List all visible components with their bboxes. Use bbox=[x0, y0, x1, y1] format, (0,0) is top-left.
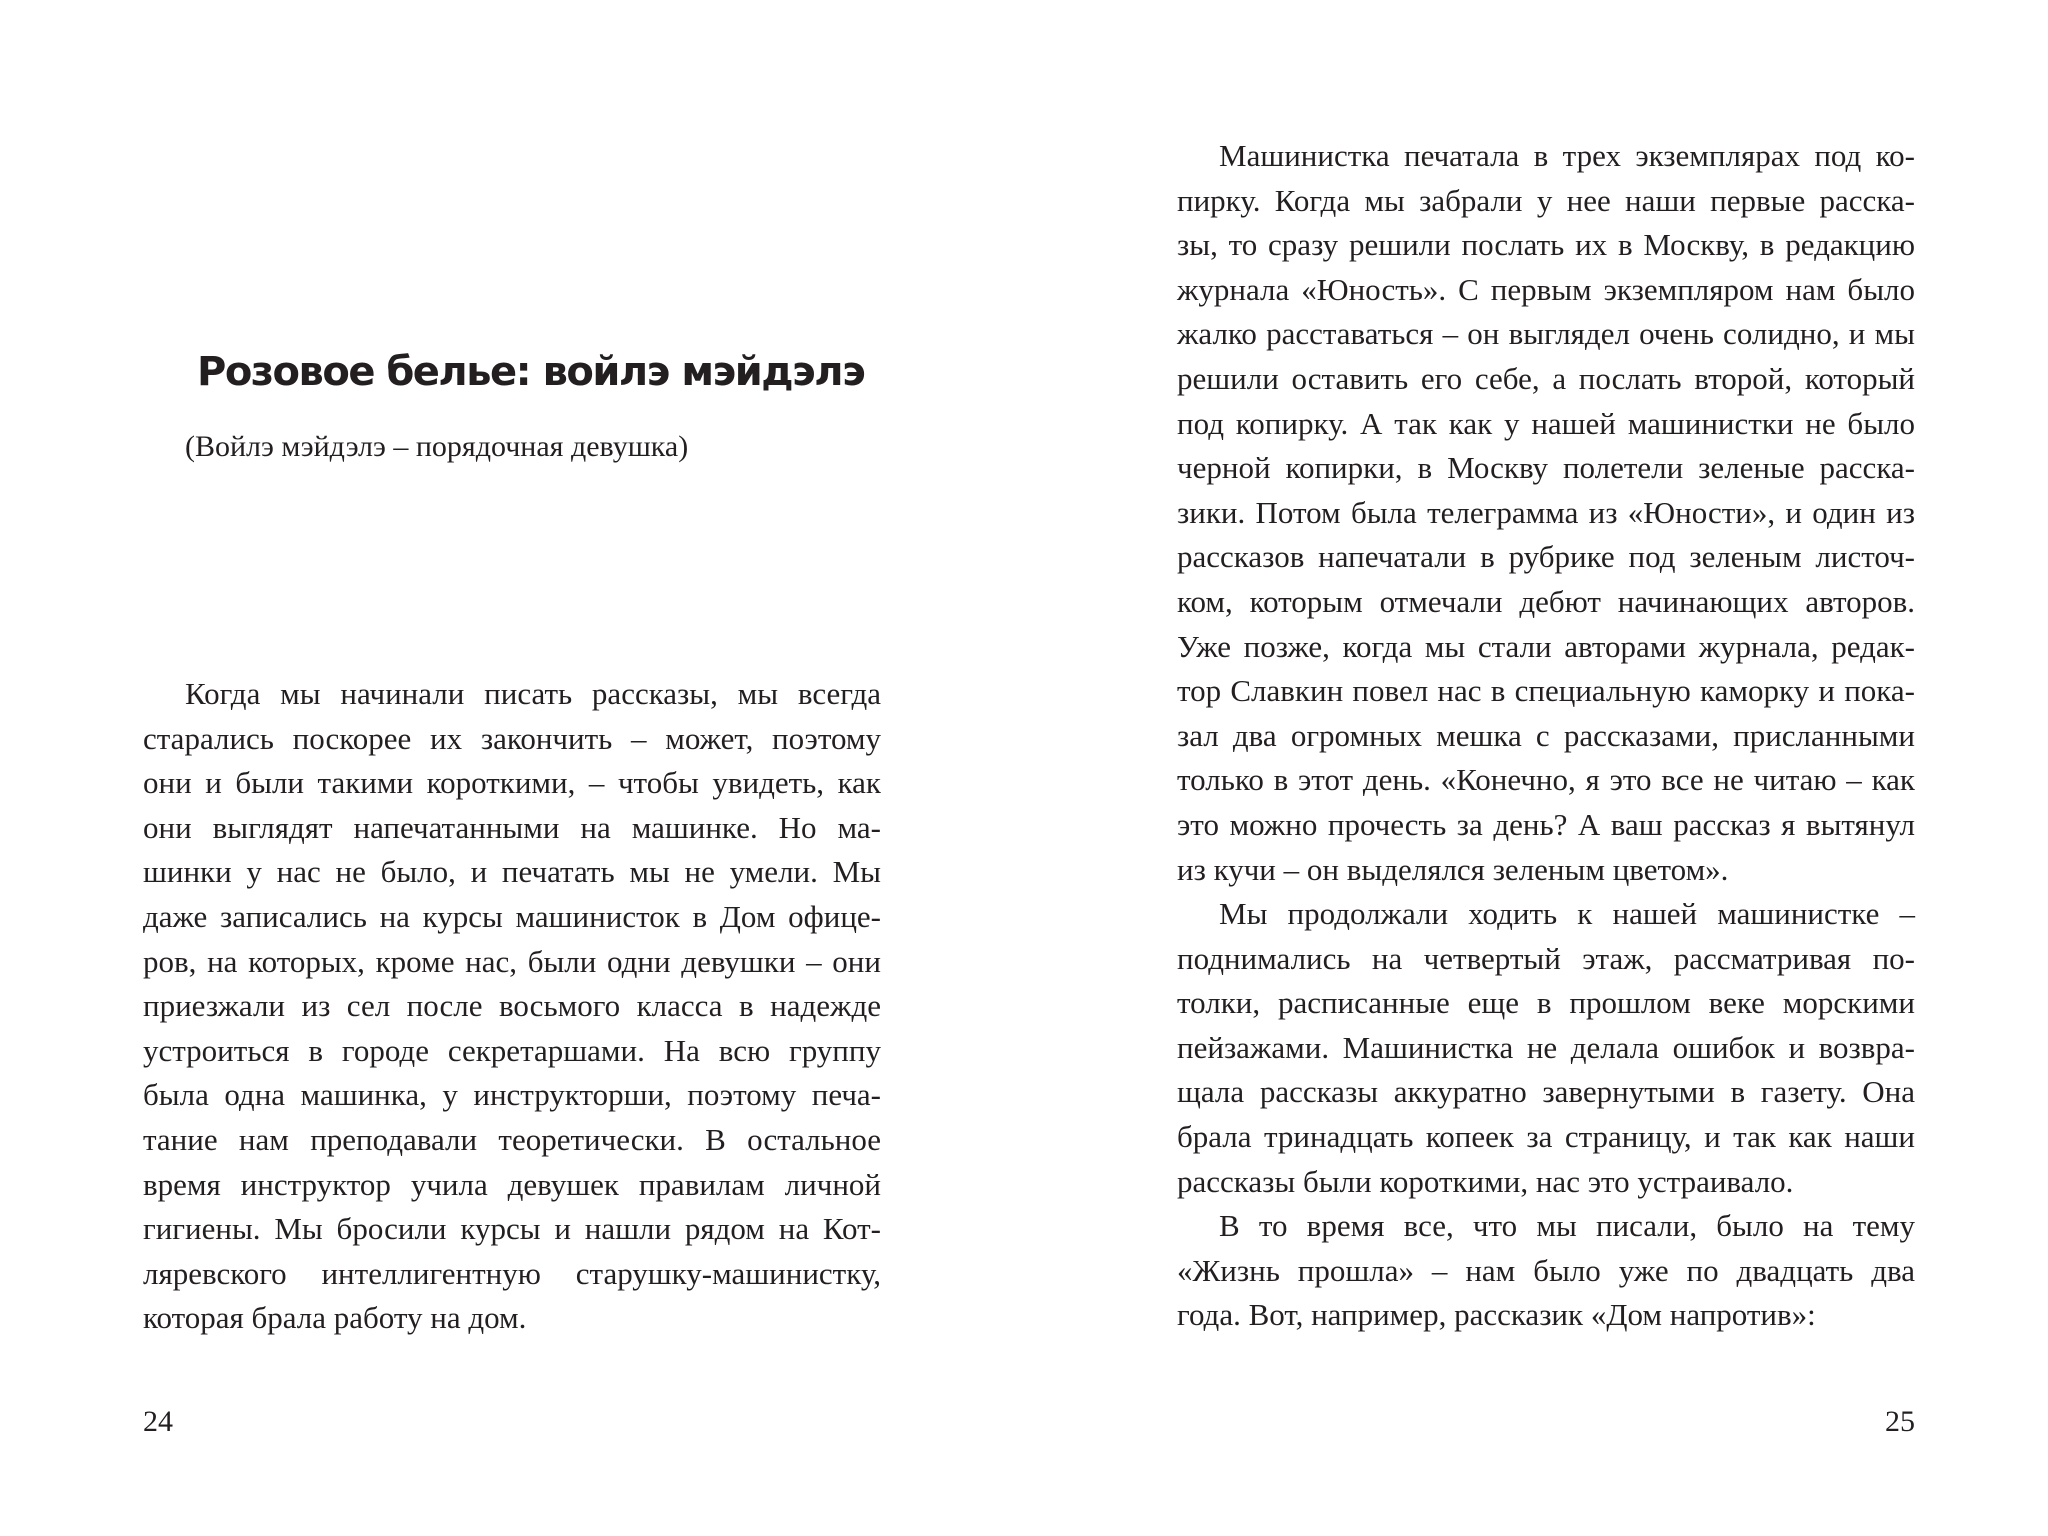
text-line: приезжали из сел после восьмого класса в надежде bbox=[143, 988, 881, 1024]
chapter-title: Розовое белье: войлэ мэйдэлэ bbox=[197, 349, 865, 395]
text-line: ляревского интеллигентную старушку-машинистку, bbox=[143, 1255, 881, 1291]
text-line: тание нам преподавали теоретически. В остальное bbox=[143, 1121, 881, 1157]
text-line: зал два огромных мешка с рассказами, присланными bbox=[1177, 717, 1915, 753]
text-line: устроиться в городе секретаршами. На всю группу bbox=[143, 1032, 881, 1068]
left-page-body bbox=[143, 672, 881, 1341]
text-line: которая брала работу на дом. bbox=[143, 1300, 527, 1336]
chapter-subtitle: (Войлэ мэйдэлэ – порядочная девушка) bbox=[185, 430, 689, 463]
text-line: ров, на которых, кроме нас, были одни девушки – они bbox=[143, 943, 881, 979]
text-line: журнала «Юность». С первым экземпляром нам было bbox=[1177, 271, 1915, 307]
text-line: Уже позже, когда мы стали авторами журнала, редак- bbox=[1177, 628, 1915, 664]
text-line: под копирку. А так как у нашей машинистки не было bbox=[1177, 405, 1915, 441]
text-line: время инструктор учила девушек правилам личной bbox=[143, 1166, 881, 1202]
text-line: «Жизнь прошла» – нам было уже по двадцать два bbox=[1177, 1252, 1915, 1288]
text-line: даже записались на курсы машинисток в Дом офице- bbox=[143, 898, 881, 934]
text-line: черной копирки, в Москву полетели зеленые расска- bbox=[1177, 450, 1915, 486]
text-line: Когда мы начинали писать рассказы, мы всегда bbox=[185, 676, 881, 711]
text-line: толки, расписанные еще в прошлом веке морскими bbox=[1177, 985, 1915, 1021]
text-line: пейзажами. Машинистка не делала ошибок и возвра- bbox=[1177, 1029, 1915, 1065]
right-page bbox=[1024, 0, 2048, 1536]
text-line: жалко расставаться – он выглядел очень солидно, и мы bbox=[1177, 316, 1915, 352]
text-line: решили оставить его себе, а послать второй, который bbox=[1177, 360, 1915, 396]
text-line: рассказов напечатали в рубрике под зеленым листоч- bbox=[1177, 539, 1915, 575]
text-line: Машинистка печатала в трех экземплярах под ко- bbox=[1219, 138, 1915, 173]
text-line: гигиены. Мы бросили курсы и нашли рядом на Кот- bbox=[143, 1211, 881, 1247]
text-line: это можно прочесть за день? А ваш рассказ я вытянул bbox=[1177, 806, 1915, 842]
text-line: шинки у нас не было, и печатать мы не умели. Мы bbox=[143, 854, 881, 890]
text-line: Мы продолжали ходить к нашей машинистке – bbox=[1219, 896, 1915, 932]
text-line: щала рассказы аккуратно завернутыми в газету. Она bbox=[1177, 1074, 1915, 1110]
text-line: года. Вот, например, рассказик «Дом напротив»: bbox=[1177, 1297, 1816, 1333]
page-number-right: 25 bbox=[1885, 1405, 1915, 1438]
right-page-body bbox=[1177, 134, 1915, 1338]
page-number-left: 24 bbox=[143, 1405, 173, 1438]
text-line: В то время все, что мы писали, было на тему bbox=[1219, 1208, 1915, 1244]
text-line: старались поскорее их закончить – может, поэтому bbox=[143, 720, 881, 756]
text-line: тор Славкин повел нас в специальную каморку и пока- bbox=[1177, 673, 1915, 709]
text-line: они и были такими короткими, – чтобы увидеть, как bbox=[143, 765, 881, 801]
text-line: зики. Потом была телеграмма из «Юности», и один из bbox=[1177, 494, 1915, 530]
text-line: брала тринадцать копеек за страницу, и так как наши bbox=[1177, 1119, 1915, 1155]
text-line: только в этот день. «Конечно, я это все не читаю – как bbox=[1177, 762, 1915, 798]
text-line: рассказы были короткими, нас это устраивало. bbox=[1177, 1163, 1794, 1199]
text-line: они выглядят напечатанными на машинке. Но ма- bbox=[143, 809, 881, 845]
text-line: зы, то сразу решили послать их в Москву, в редакцию bbox=[1177, 227, 1915, 263]
text-line: была одна машинка, у инструкторши, поэтому печа- bbox=[143, 1077, 881, 1113]
text-line: из кучи – он выделялся зеленым цветом». bbox=[1177, 851, 1729, 887]
text-line: ком, которым отмечали дебют начинающих авторов. bbox=[1177, 583, 1915, 619]
text-line: поднимались на четвертый этаж, рассматривая по- bbox=[1177, 940, 1915, 976]
text-line: пирку. Когда мы забрали у нее наши первые расска- bbox=[1177, 182, 1915, 218]
